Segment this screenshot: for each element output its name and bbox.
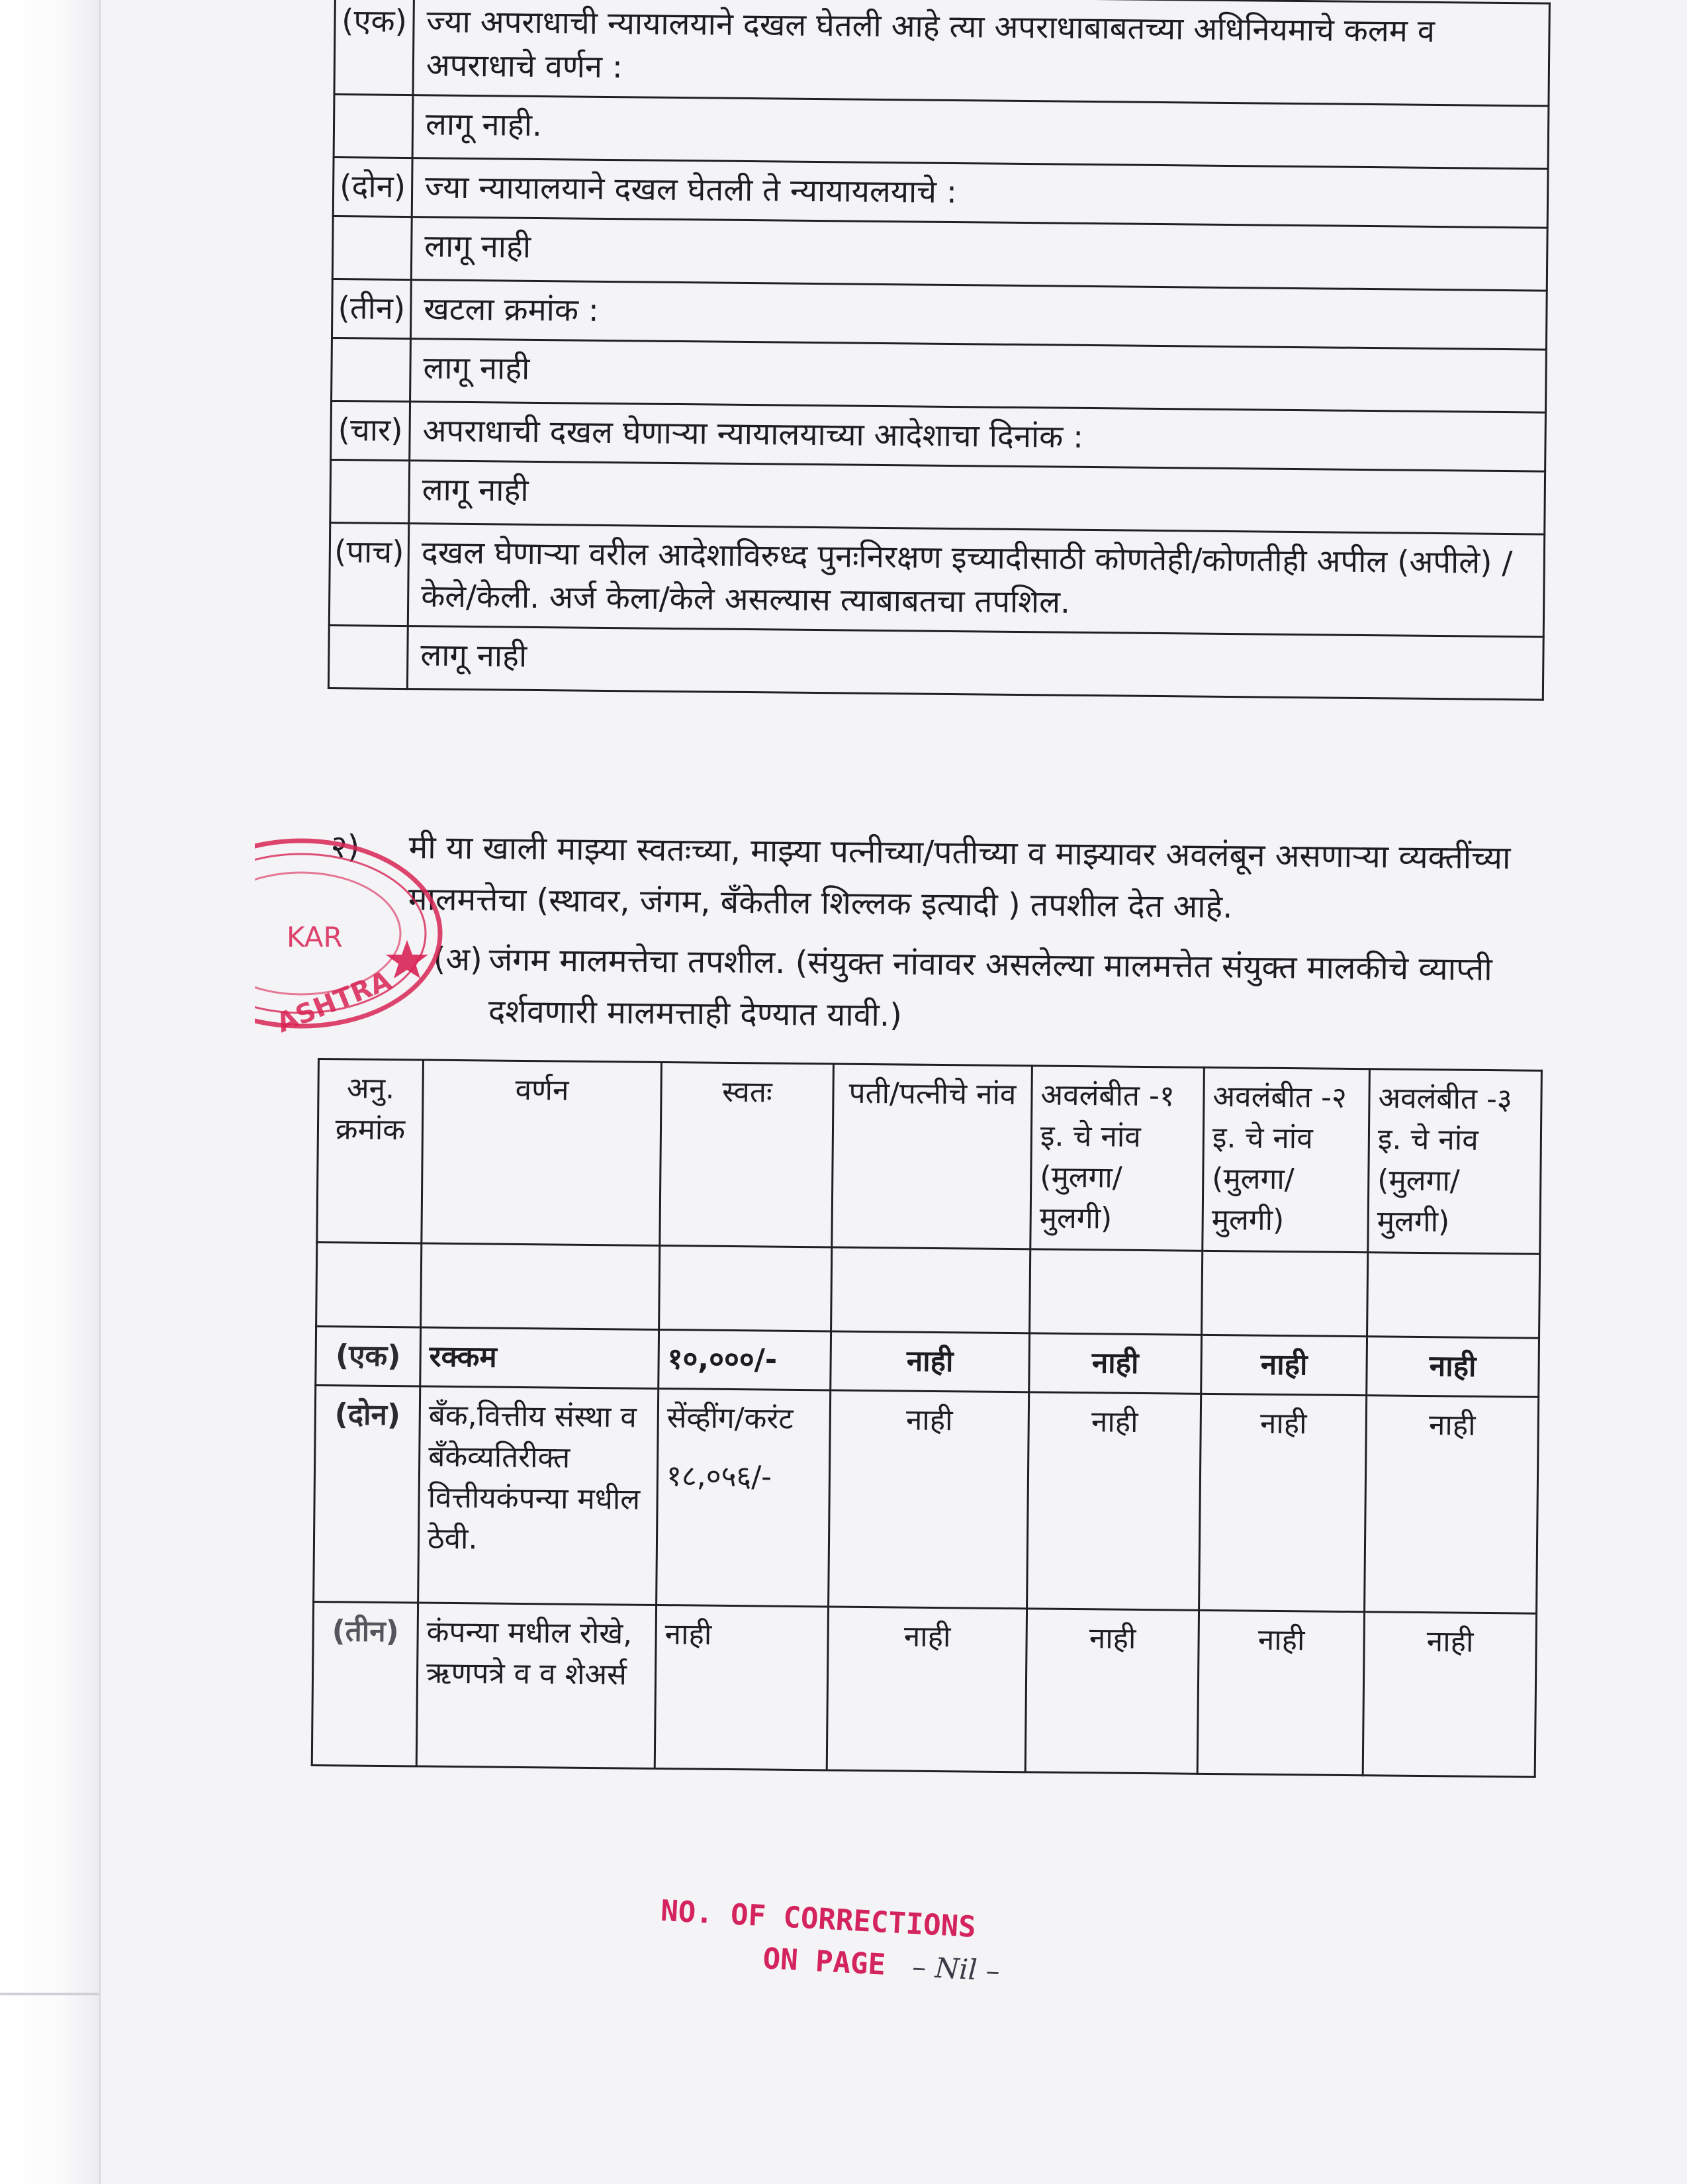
row-number-blank [330,459,410,523]
row-number: (दोन) [333,158,412,217]
row-number-blank [332,216,412,279]
header-dependent-2: अवलंबीत -२ इ. चे नांव (मुलगा/ मुलगी) [1203,1067,1370,1252]
table-row [334,0,1549,106]
paragraph-a [433,933,1559,1047]
row-number: (पाच) [329,522,408,626]
row-self-value [657,1388,831,1606]
movable-assets-table [311,1058,1543,1778]
row-spouse-value: नाही [827,1607,1026,1772]
table-header-row [317,1059,1542,1255]
row-dependent-1-value: नाही [1029,1333,1202,1394]
row-question: खटला क्रमांक : [410,280,1547,350]
corrections-handwritten-value: – Nil – [911,1950,1001,1987]
row-question: दखल घेणाऱ्या वरील आदेशाविरुध्द पुनःनिरक्षण इच्यादीसाठी कोणतेही/कोणतीही अपील (अपीले) /केले/केली. अर्ज केला/केले असल्यास त्याबाबतचा तपशिल. [408,524,1544,637]
header-serial: अनु. क्रमांक [317,1059,424,1244]
header-description: वर्णन [422,1060,662,1245]
table-row [331,401,1546,471]
row-dependent-3-value: नाही [1365,1396,1539,1613]
star-icon [386,940,428,978]
self-account-type: सेंव्हींग/करंट [666,1401,794,1436]
corrections-stamp-label: ON PAGE [762,1942,887,1982]
row-question: अपराधाची दखल घेणाऱ्या न्यायालयाच्या आदेशाचा दिनांक : [410,402,1546,471]
table-row [329,522,1544,637]
header-self: स्वतः [660,1062,834,1247]
table-row-blank [316,1243,1540,1339]
row-dependent-1-value: नाही [1027,1392,1201,1610]
corrections-stamp-line1: NO. OF CORRECTIONS [660,1893,977,1944]
header-dependent-1: अवलंबीत -१ इ. चे नांव (मुलगा/ मुलगी) [1030,1066,1205,1251]
table-row [332,279,1547,350]
row-number: (एक) [316,1326,421,1386]
paragraph-text: जंगम मालमत्तेचा तपशील. (संयुक्त नांवावर असलेल्या मालमत्तेत संयुक्त मालकीचे व्याप्ती दर्शवणारी मालमत्ताही देण्यात यावी.) [488,941,1492,1034]
row-dependent-1-value: नाही [1025,1609,1199,1774]
row-dependent-2-value: नाही [1197,1610,1364,1775]
row-answer: लागू नाही [410,339,1547,412]
table-row [332,338,1547,412]
table-row [312,1601,1536,1777]
official-seal-stamp [255,834,453,1059]
self-account-amount: १८,०५६/- [666,1459,772,1494]
row-dependent-3-value: नाही [1363,1612,1536,1777]
row-number: (एक) [334,0,414,95]
table-row [333,158,1548,228]
corrections-stamp [657,1890,1124,1999]
row-answer: लागू नाही [411,217,1547,291]
row-number: (तीन) [312,1601,418,1766]
row-answer: लागू नाही [407,626,1543,700]
seal-text-top: KAR [287,921,343,953]
table-row [330,459,1545,534]
paragraph-number: २) [330,828,360,866]
row-description: बँक,वित्तीय संस्था व बँकेव्यतिरीक्त वित्तीयकंपन्या मधील ठेवी. [418,1386,659,1605]
row-question: ज्या न्यायालयाने दखल घेतली ते न्यायायलयाचे : [412,158,1548,228]
row-number: (दोन) [314,1385,420,1603]
row-dependent-2-value: नाही [1201,1335,1367,1395]
header-dependent-3: अवलंबीत -३ इ. चे नांव (मुलगा/ मुलगी) [1368,1069,1542,1254]
row-number: (चार) [331,401,410,460]
row-number-blank [334,95,413,158]
table-row [314,1385,1539,1613]
seal-text-bottom: ASHTRA [272,965,396,1039]
row-self-value: १०,०००/- [659,1329,831,1390]
row-spouse-value: नाही [831,1331,1030,1392]
table-row [334,95,1549,169]
row-answer: लागू नाही [409,461,1545,534]
paragraph-2 [330,821,1555,936]
row-number-blank [332,338,411,401]
table-row [328,625,1543,700]
row-description: कंपन्या मधील रोखे, ऋणपत्रे व व शेअर्स [416,1603,656,1768]
row-description: रक्कम [420,1327,659,1388]
header-spouse: पती/पत्नीचे नांव [832,1064,1032,1249]
row-question: ज्या अपराधाची न्यायालयाने दखल घेतली आहे त्या अपराधाबाबतच्या अधिनियमाचे कलम व अपराधाचे वर्णन : [413,0,1549,106]
table-row [332,216,1547,291]
paragraph-text: मी या खाली माझ्या स्वतःच्या, माझ्या पत्नीच्या/पतीच्या व माझ्यावर अवलंबून असणाऱ्या व्यक्तींच्या मालमत्तेचा (स्थावर, जंगम, बँकेतील शिल्लक इत्यादी ) तपशील देत आहे. [408,829,1511,926]
criminal-cases-table [328,0,1551,701]
row-number: (तीन) [332,279,411,338]
row-answer: लागू नाही. [412,95,1549,169]
row-dependent-3-value: नाही [1367,1337,1539,1397]
row-spouse-value: नाही [829,1390,1029,1609]
row-dependent-2-value: नाही [1199,1394,1367,1611]
row-number-blank [328,625,408,688]
row-self-value: नाही [655,1605,828,1770]
paragraph-number: (अ) [433,940,483,978]
